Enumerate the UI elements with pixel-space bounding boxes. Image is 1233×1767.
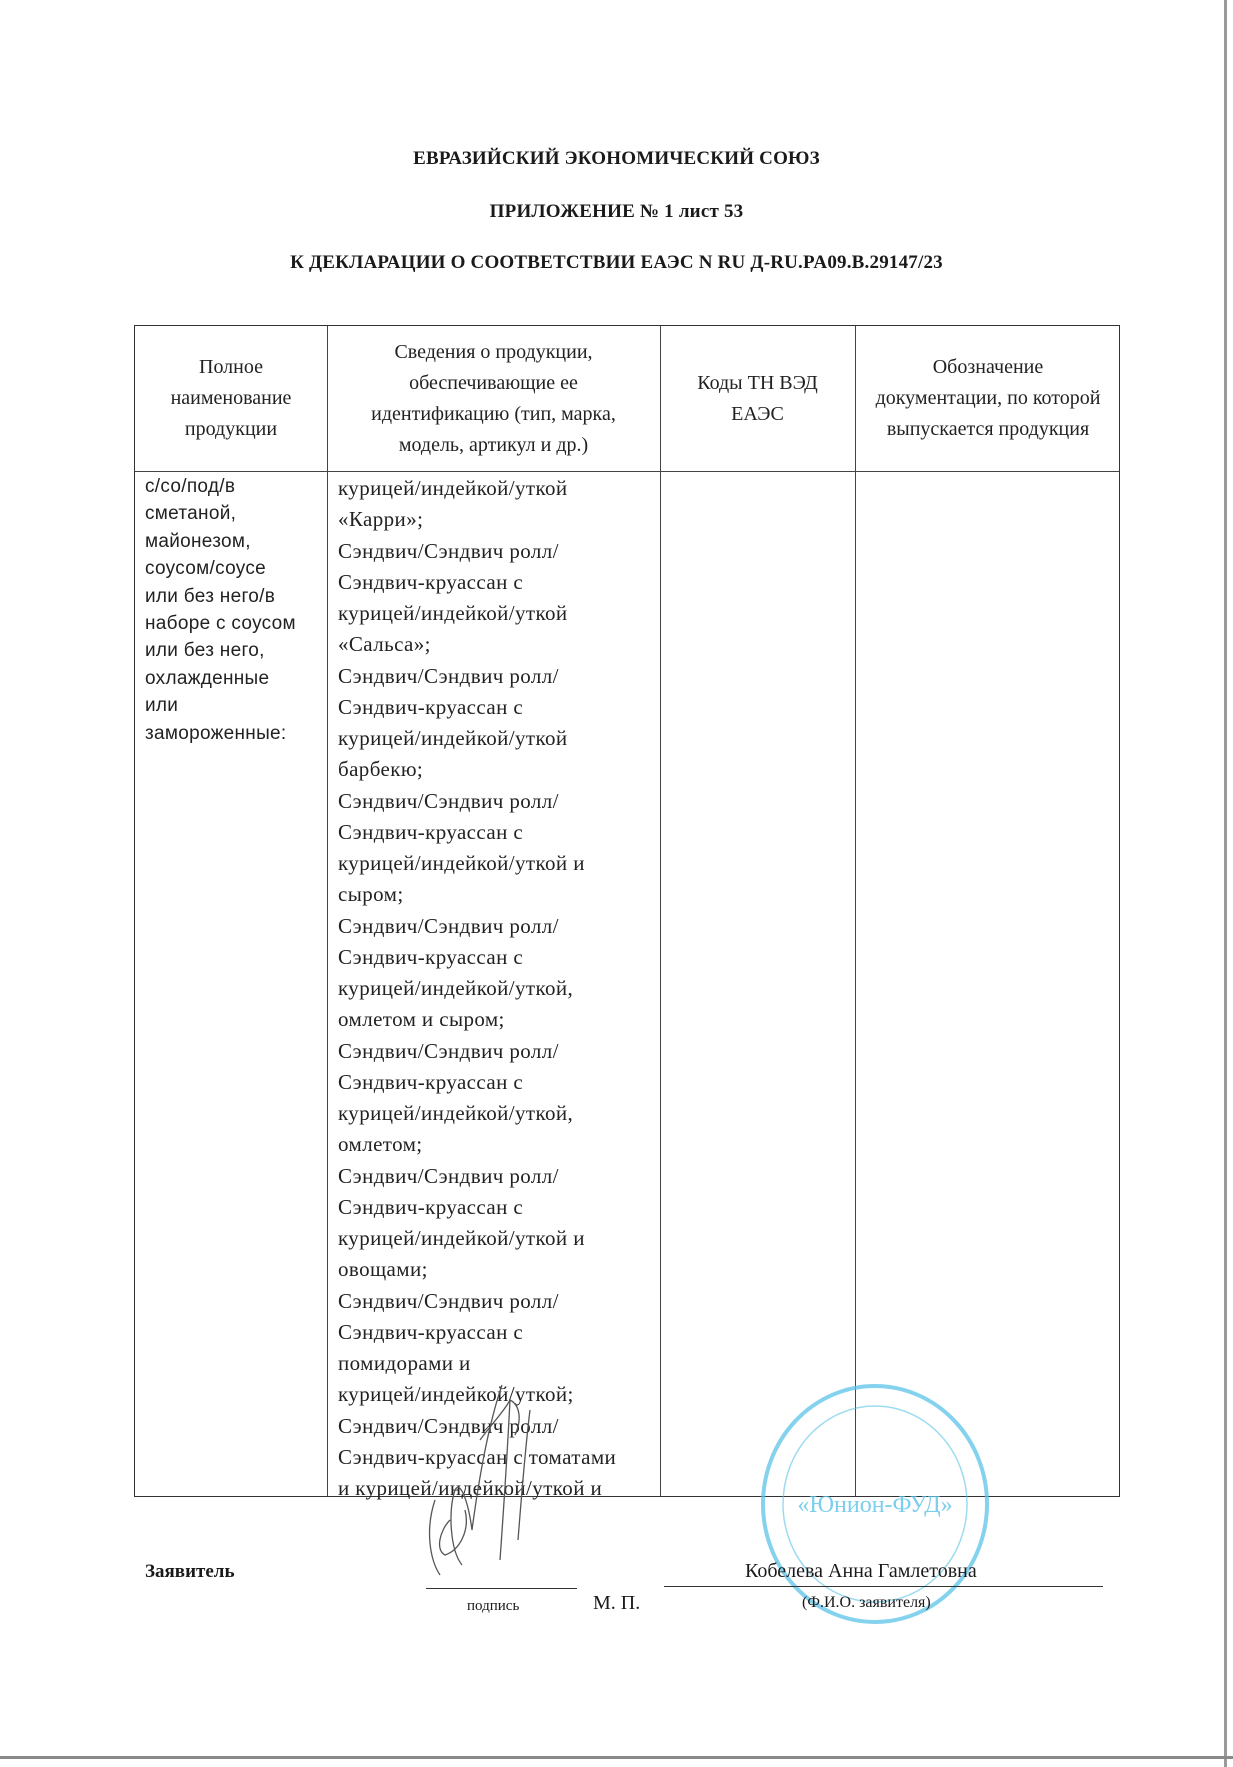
text-line: курицей/индейкой/уткой и xyxy=(338,851,585,875)
stamp-text: «Юнион-ФУД» xyxy=(797,1492,953,1518)
seal-label: М. П. xyxy=(593,1592,641,1614)
scan-edge-bottom xyxy=(0,1756,1233,1759)
header-tnved-codes: Коды ТН ВЭД ЕАЭС xyxy=(697,371,818,425)
text-line: «Карри»; xyxy=(338,507,424,532)
text-line: Сэндвич-круассан с xyxy=(338,1069,524,1094)
text-line: Сэндвич-круассан с xyxy=(338,694,524,719)
text-line: Сэндвич/Сэндвич ролл/ xyxy=(338,663,559,688)
column-divider xyxy=(855,326,856,1496)
text-line: с/со/под/в xyxy=(145,476,236,497)
text-line: замороженные: xyxy=(145,722,287,744)
products-table xyxy=(134,325,1120,1500)
declaration-title: К ДЕКЛАРАЦИИ О СООТВЕТСТВИИ ЕАЭС N RU Д-RU.PA09.B.29147/23 xyxy=(290,252,943,273)
appendix-title: ПРИЛОЖЕНИЕ № 1 лист 53 xyxy=(489,201,744,222)
text-line: курицей/индейкой/уткой xyxy=(338,476,568,500)
signature-line xyxy=(426,1588,577,1589)
text-line: Сэндвич/Сэндвич ролл/ xyxy=(338,788,559,813)
text-line: курицей/индейкой/уткой; xyxy=(338,1382,574,1407)
text-line: наборе с соусом xyxy=(145,613,296,635)
text-line: Сэндвич-круассан с xyxy=(338,819,524,844)
text-line: овощами; xyxy=(338,1257,428,1282)
text-line: Сэндвич/Сэндвич ролл/ xyxy=(338,1038,559,1063)
column-divider xyxy=(327,326,328,1496)
name-caption: (Ф.И.О. заявителя) xyxy=(802,1594,931,1611)
header-documentation: Обозначение документации, по которой выпускается продукция xyxy=(875,356,1101,440)
signature-caption: подпись xyxy=(467,1598,520,1614)
text-line: Сэндвич/Сэндвич ролл/ xyxy=(338,1288,559,1313)
text-line: Сэндвич-круассан с томатами xyxy=(338,1444,617,1469)
text-line: Сэндвич/Сэндвич ролл/ xyxy=(338,1413,559,1438)
applicant-label: Заявитель xyxy=(145,1561,235,1582)
company-stamp xyxy=(755,1380,995,1630)
text-line: омлетом; xyxy=(338,1132,423,1157)
text-line: омлетом и сыром; xyxy=(338,1007,505,1032)
product-info-cell xyxy=(338,473,668,1504)
text-line: курицей/индейкой/уткой xyxy=(338,601,568,625)
text-line: курицей/индейкой/уткой, xyxy=(338,1101,574,1125)
text-line: охлажденные xyxy=(145,667,270,689)
text-line: барбекю; xyxy=(338,757,424,782)
text-line: Сэндвич-круассан с xyxy=(338,1194,524,1219)
text-line: курицей/индейкой/уткой и xyxy=(338,1226,585,1250)
header-divider xyxy=(135,471,1119,472)
text-line: помидорами и xyxy=(338,1351,471,1375)
text-line: сметаной, xyxy=(145,503,237,525)
text-line: «Сальса»; xyxy=(338,632,431,657)
text-line: или xyxy=(145,695,179,717)
text-line: Сэндвич/Сэндвич ролл/ xyxy=(338,1163,559,1188)
text-line: или без него, xyxy=(145,640,265,662)
header-product-info: Сведения о продукции, обеспечивающие ее идентификацию (тип, марка, модель, артикул и др.) xyxy=(371,340,616,456)
text-line: Сэндвич/Сэндвич ролл/ xyxy=(338,538,559,563)
text-line: Сэндвич-круассан с xyxy=(338,1319,524,1344)
text-line: или без него/в xyxy=(145,585,276,607)
text-line: соусом/соусе xyxy=(145,558,266,580)
text-line: и курицей/индейкой/уткой и xyxy=(338,1476,603,1500)
text-line: курицей/индейкой/уткой xyxy=(338,726,568,750)
product-name-cell xyxy=(145,473,325,747)
text-line: курицей/индейкой/уткой, xyxy=(338,976,574,1000)
text-line: Сэндвич/Сэндвич ролл/ xyxy=(338,913,559,938)
name-line xyxy=(664,1586,1103,1587)
text-line: сыром; xyxy=(338,882,404,907)
union-title: ЕВРАЗИЙСКИЙ ЭКОНОМИЧЕСКИЙ СОЮЗ xyxy=(413,148,820,169)
applicant-name: Кобелева Анна Гамлетовна xyxy=(745,1560,977,1582)
text-line: Сэндвич-круассан с xyxy=(338,569,524,594)
text-line: майонезом, xyxy=(145,530,251,552)
signature xyxy=(410,1380,570,1590)
text-line: Сэндвич-круассан с xyxy=(338,944,524,969)
header-product-name: Полное наименование продукции xyxy=(170,356,292,440)
